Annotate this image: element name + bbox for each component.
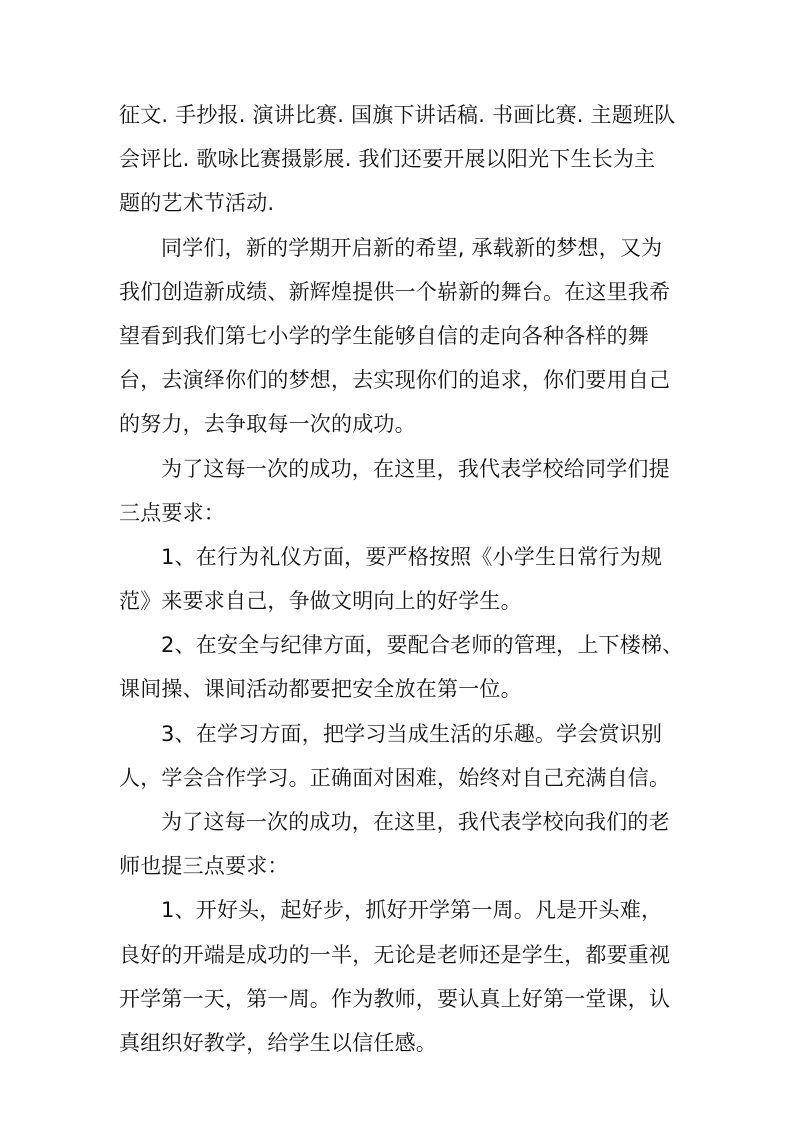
text-line: 真组织好教学，给学生以信任感。: [119, 1030, 437, 1055]
text-line: 征文. 手抄报. 演讲比赛. 国旗下讲话稿. 书画比赛. 主题班队: [119, 103, 676, 127]
text-line: 范》来要求自己，争做文明向上的好学生。: [119, 589, 522, 614]
text-line: 2、在安全与纪律方面，要配合老师的管理，上下楼梯、: [161, 633, 684, 658]
text-line: 课间操、课间活动都要把安全放在第一位。: [119, 677, 522, 702]
document-body: [119, 93, 689, 1065]
text-line: 题的艺术节活动.: [119, 191, 275, 216]
text-line: 1、在行为礼仪方面，要严格按照《小学生日常行为规: [161, 544, 663, 569]
text-line: 同学们，新的学期开启新的希望, 承载新的梦想，又为: [161, 235, 663, 260]
text-line: 为了这每一次的成功，在这里，我代表学校向我们的老: [161, 810, 670, 834]
text-line: 的努力，去争取每一次的成功。: [119, 412, 416, 437]
text-line: 人，学会合作学习。正确面对困难，始终对自己充满自信。: [119, 765, 671, 790]
text-line: 3、在学习方面，把学习当成生活的乐趣。学会赏识别: [161, 721, 663, 746]
text-line: 台，去演绎你们的梦想，去实现你们的追求，你们要用自己: [119, 368, 671, 393]
text-line: 师也提三点要求：: [119, 854, 289, 879]
text-line: 良好的开端是成功的一半，无论是老师还是学生，都要重视: [119, 942, 671, 967]
text-line: 开学第一天，第一周。作为教师，要认真上好第一堂课，认: [119, 986, 671, 1011]
text-line: 三点要求：: [119, 500, 225, 525]
text-line: 1、开好头，起好步，抓好开学第一周。凡是开头难，: [161, 898, 663, 923]
text-line: 望看到我们第七小学的学生能够自信的走向各种各样的舞: [119, 323, 649, 348]
text-line: 为了这每一次的成功，在这里，我代表学校给同学们提: [161, 456, 670, 481]
text-line: 会评比. 歌咏比赛摄影展. 我们还要开展以阳光下生长为主: [119, 147, 656, 172]
text-line: 我们创造新成绩、新辉煌提供一个崭新的舞台。在这里我希: [119, 279, 671, 304]
